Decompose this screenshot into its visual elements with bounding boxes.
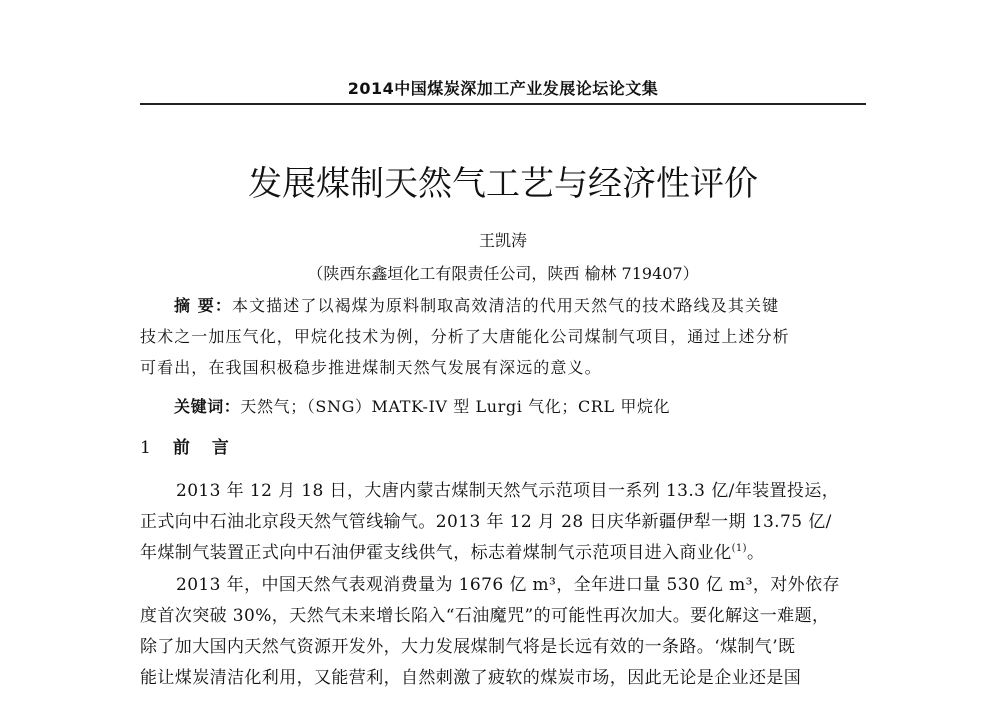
- running-header: 2014中国煤炭深加工产业发展论坛论文集: [347, 79, 659, 98]
- paragraph-1-line-3: [140, 538, 866, 569]
- paragraph-2-line-3: 除了加大国内天然气资源开发外，大力发展煤制气将是长远有效的一条路。‘煤制气’既: [140, 637, 796, 657]
- paragraph-2-line-2: 度首次突破 30%，天然气未来增长陷入“石油魔咒”的可能性再次加大。要化解这一难题，: [140, 606, 830, 626]
- author: 王凯涛: [478, 231, 527, 250]
- keywords: [140, 391, 866, 422]
- paragraph-1-tail: 。: [746, 543, 765, 563]
- citation-1[interactable]: (1): [731, 543, 747, 554]
- paragraph-1-line-3-text: 年煤制气装置正式向中石油伊霍支线供气，标志着煤制气示范项目进入商业化: [140, 543, 732, 563]
- section-number: 1: [140, 438, 151, 458]
- abstract: [140, 290, 866, 383]
- abstract-line-1: [140, 290, 866, 321]
- paper-title: 发展煤制天然气工艺与经济性评价: [248, 164, 758, 204]
- section-title: 前言: [172, 438, 251, 458]
- keywords-label: 关键词：: [174, 397, 241, 416]
- paragraph-1-line-2: 正式向中石油北京段天然气管线输气。2013 年 12 月 28 日庆华新疆伊犁一期 13.75 亿/: [140, 512, 832, 532]
- abstract-line-3: 可看出，在我国积极稳步推进煤制天然气发展有深远的意义。: [140, 358, 602, 377]
- paragraph-2: [140, 570, 866, 694]
- abstract-label: 摘 要：: [174, 296, 232, 315]
- paragraph-1: [140, 476, 866, 569]
- affiliation: （陕西东鑫垣化工有限责任公司，陕西 榆林 719407）: [307, 264, 699, 283]
- section-heading: [140, 433, 866, 464]
- paragraph-1-line-1: 2013 年 12 月 18 日，大唐内蒙古煤制天然气示范项目一系列 13.3 亿/年装置投运，: [176, 481, 840, 501]
- paragraph-2-line-1: 2013 年，中国天然气表观消费量为 1676 亿 m³，全年进口量 530 亿 m³，对外依存: [176, 575, 840, 595]
- paragraph-2-line-4: 能让煤炭清洁化利用，又能营利，自然刺激了疲软的煤炭市场，因此无论是企业还是国: [140, 668, 802, 688]
- header-rule: [140, 103, 866, 105]
- abstract-line-2: 技术之一加压气化，甲烷化技术为例，分析了大唐能化公司煤制气项目，通过上述分析: [140, 327, 790, 346]
- abstract-text: 本文描述了以褐煤为原料制取高效清洁的代用天然气的技术路线及其关键: [231, 296, 780, 315]
- keywords-text: 天然气；（SNG）MATK-IV 型 Lurgi 气化；CRL 甲烷化: [240, 397, 671, 416]
